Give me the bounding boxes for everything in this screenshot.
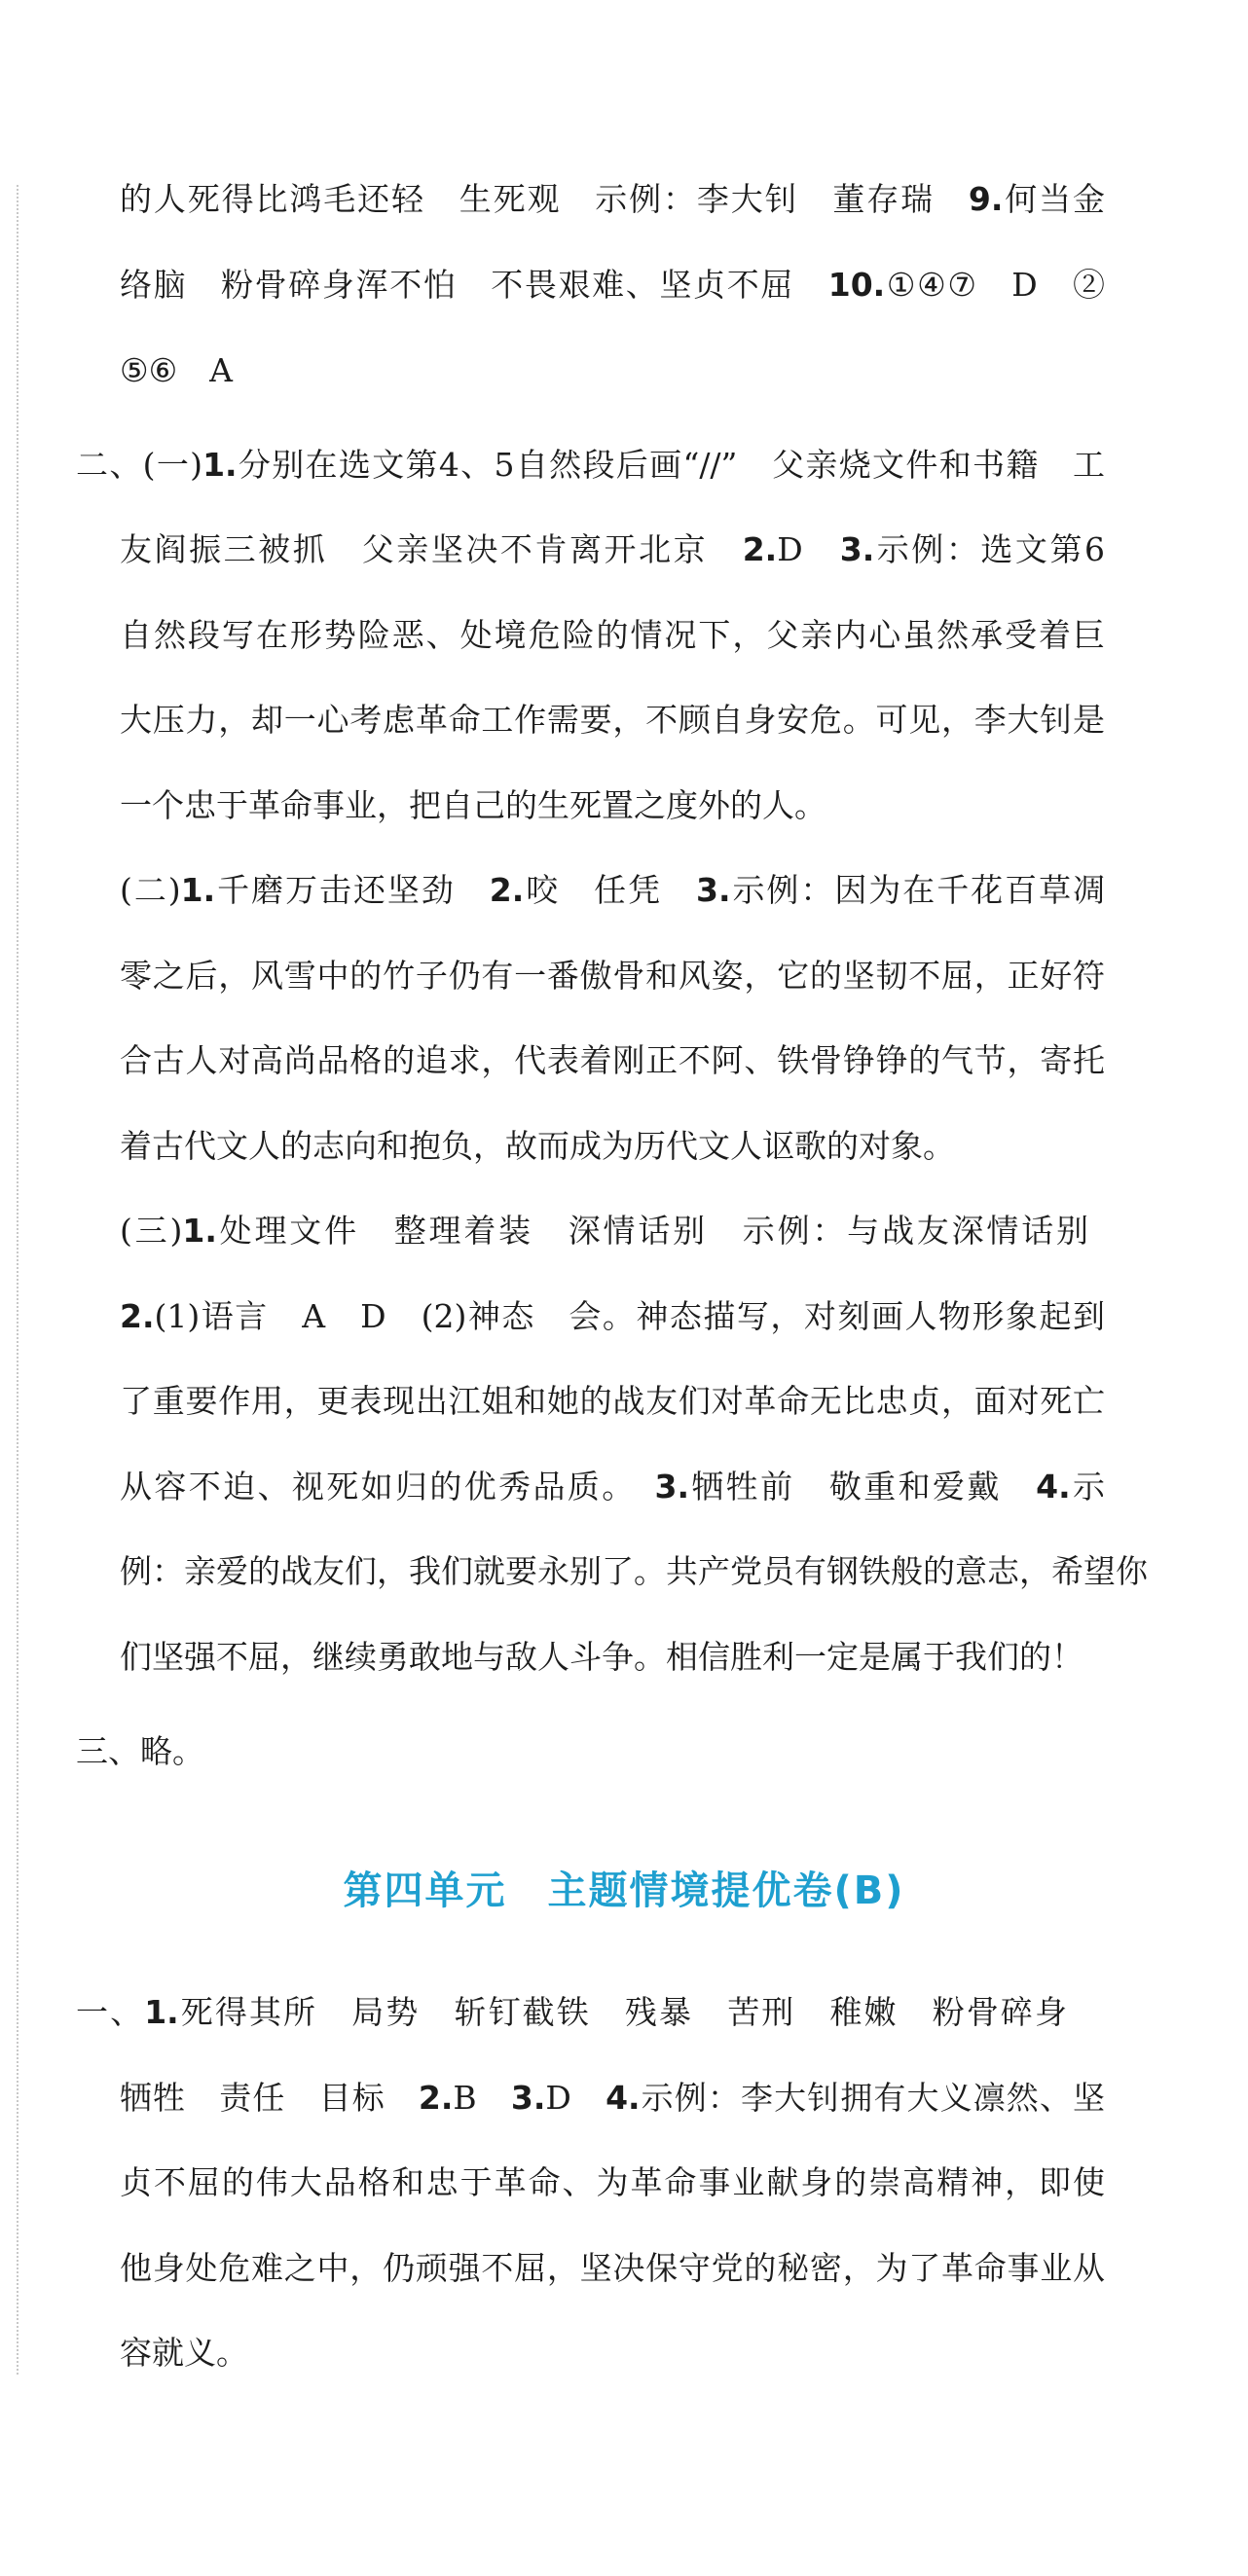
text-line xyxy=(0,1723,1248,1781)
line-text: 一个忠于革命事业，把自己的生死置之度外的人。 xyxy=(120,786,826,824)
line-text: 例：亲爱的战友们，我们就要永别了。共产党员有钢铁般的意志，希望你 xyxy=(120,1552,1148,1590)
line-text: ⑤⑥ A xyxy=(120,351,233,389)
line-text: 贞不屈的伟大品格和忠于革命、为革命事业献身的崇高精神，即使 xyxy=(120,2163,1105,2201)
text-line xyxy=(0,1983,1248,2042)
line-text: 容就义。 xyxy=(120,2334,248,2372)
text-line xyxy=(0,170,1248,229)
line-text: 合古人对高尚品格的追求，代表着刚正不阿、铁骨铮铮的气节，寄托 xyxy=(120,1041,1105,1079)
text-line xyxy=(0,947,1248,1005)
margin-dotted-rule xyxy=(17,185,18,2375)
text-line xyxy=(0,1628,1248,1687)
text-line xyxy=(0,777,1248,835)
unit-heading: 第四单元 主题情境提优卷(B) xyxy=(343,1869,905,1913)
text-line xyxy=(0,691,1248,749)
line-text: 二、(一)1.分别在选文第4、5自然段后画“//” 父亲烧文件和书籍 工 xyxy=(76,446,1106,484)
line-text: (三)1.处理文件 整理着装 深情话别 示例：与战友深情话别 xyxy=(120,1212,1089,1250)
text-line xyxy=(0,256,1248,314)
line-text: 自然段写在形势险恶、处境危险的情况下，父亲内心虽然承受着巨 xyxy=(120,616,1105,654)
text-line xyxy=(0,1288,1248,1346)
text-line xyxy=(0,606,1248,665)
text-line xyxy=(0,2324,1248,2382)
text-line xyxy=(0,2239,1248,2298)
text-line xyxy=(0,1458,1248,1516)
line-text: 三、略。 xyxy=(76,1732,204,1770)
text-line xyxy=(0,436,1248,494)
line-text: 大压力，却一心考虑革命工作需要，不顾自身安危。可见，李大钊是 xyxy=(120,701,1105,739)
text-line xyxy=(0,1202,1248,1260)
line-text: 们坚强不屈，继续勇敢地与敌人斗争。相信胜利一定是属于我们的！ xyxy=(120,1638,1083,1676)
text-line xyxy=(0,521,1248,579)
text-line xyxy=(0,1542,1248,1601)
text-line xyxy=(0,2154,1248,2212)
text-line xyxy=(0,1117,1248,1176)
text-line xyxy=(0,1372,1248,1431)
line-text: 了重要作用，更表现出江姐和她的战友们对革命无比忠贞，面对死亡 xyxy=(120,1382,1105,1420)
text-line xyxy=(0,1032,1248,1090)
line-text: 零之后，风雪中的竹子仍有一番傲骨和风姿，它的坚韧不屈，正好符 xyxy=(120,957,1105,995)
line-text: 2.(1)语言 A D (2)神态 会。神态描写，对刻画人物形象起到 xyxy=(120,1297,1105,1335)
line-text: 的人死得比鸿毛还轻 生死观 示例：李大钊 董存瑞 9.何当金 xyxy=(120,180,1105,218)
line-text: 着古代文人的志向和抱负，故而成为历代文人讴歌的对象。 xyxy=(120,1127,955,1165)
text-line xyxy=(0,861,1248,920)
line-text: 一、1.死得其所 局势 斩钉截铁 残暴 苦刑 稚嫩 粉骨碎身 xyxy=(76,1993,1068,2031)
line-text: 络脑 粉骨碎身浑不怕 不畏艰难、坚贞不屈 10.①④⑦ D ② xyxy=(120,266,1105,304)
line-text: 友阎振三被抓 父亲坚决不肯离开北京 2.D 3.示例：选文第6 xyxy=(120,530,1105,568)
line-text: 牺牲 责任 目标 2.B 3.D 4.示例：李大钊拥有大义凛然、坚 xyxy=(120,2079,1105,2117)
line-text: 他身处危难之中，仍顽强不屈，坚决保守党的秘密，为了革命事业从 xyxy=(120,2249,1105,2287)
text-line xyxy=(0,2069,1248,2127)
text-line xyxy=(0,342,1248,400)
line-text: 从容不迫、视死如归的优秀品质。 3.牺牲前 敬重和爱戴 4.示 xyxy=(120,1468,1105,1506)
line-text: (二)1.千磨万击还坚劲 2.咬 任凭 3.示例：因为在千花百草凋 xyxy=(120,871,1106,909)
